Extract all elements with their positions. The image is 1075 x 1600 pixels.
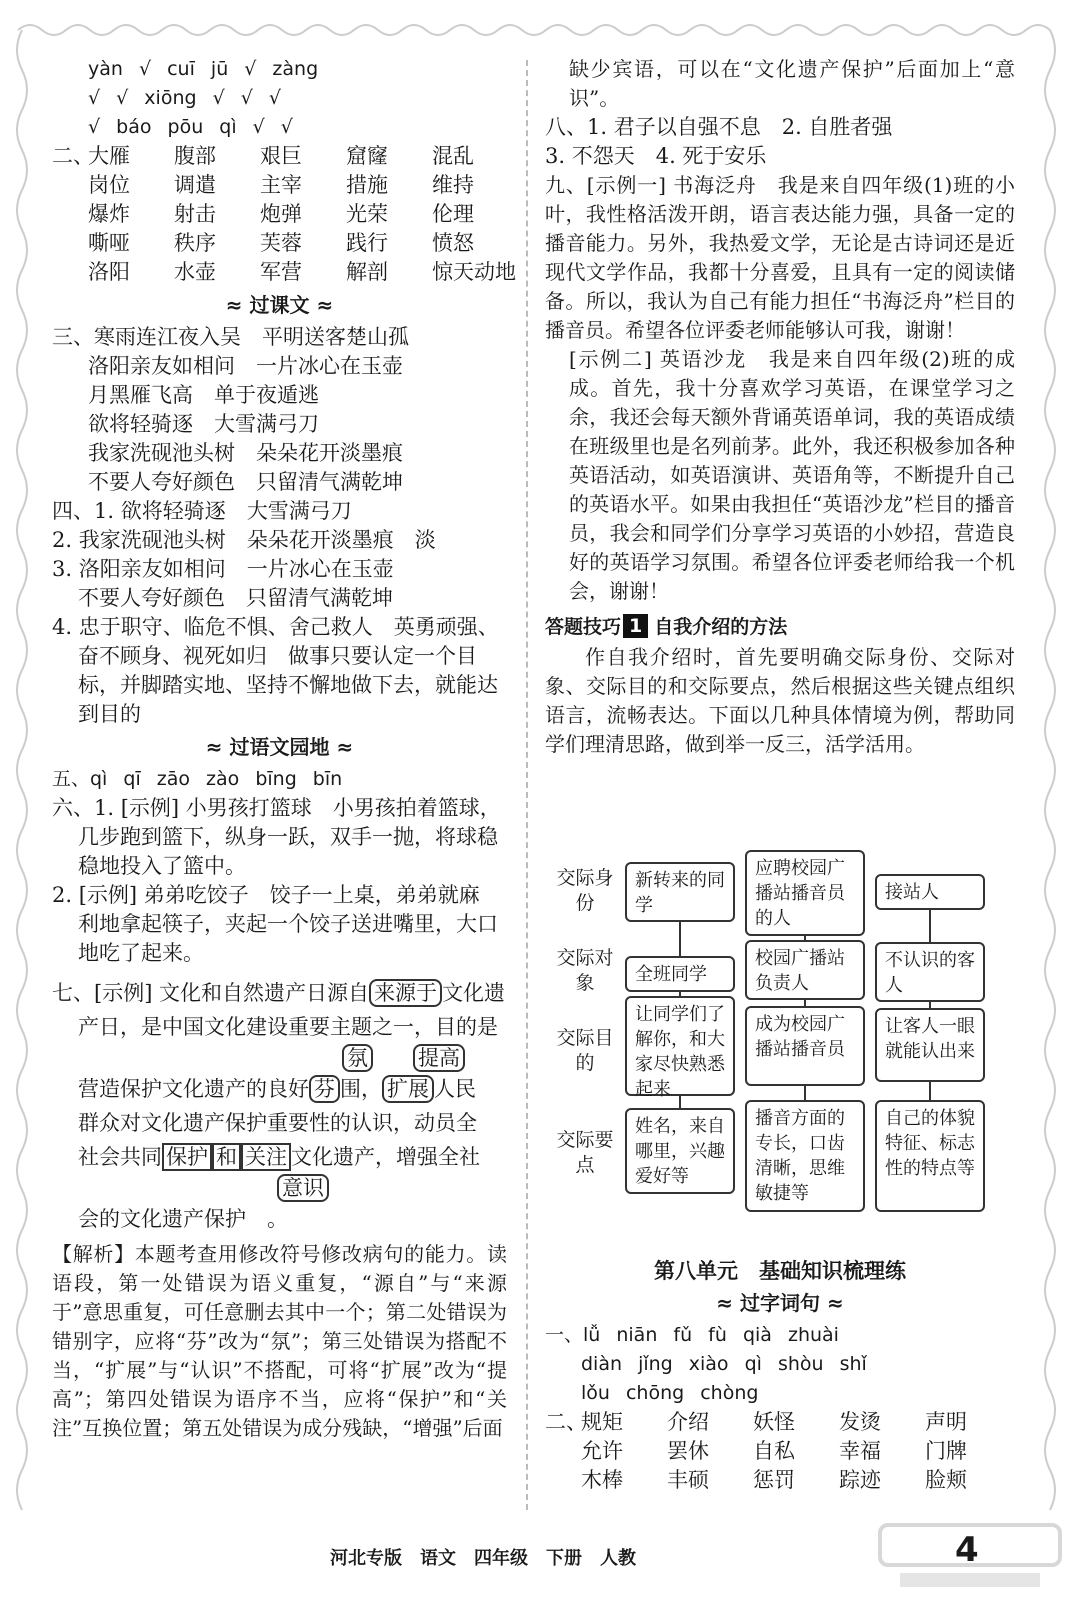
answer-line: 四、1. 欲将轻骑逐 大雪满弓刀 — [52, 499, 352, 523]
edit-swap-mark: 保护 — [162, 1143, 212, 1171]
pinyin-line: lǒu chōng chòng — [581, 1382, 759, 1404]
diagram-cell: 姓名，来自哪里，兴趣爱好等 — [625, 1108, 735, 1194]
diagram-cell: 让同学们了解你，和大家尽快熟悉起来 — [625, 996, 735, 1096]
tip-number-badge: 1 — [623, 614, 648, 638]
diagram-cell: 播音方面的专长，口齿清晰，思维敏捷等 — [745, 1100, 865, 1212]
edit-swap-mark: 和 — [212, 1143, 241, 1171]
pinyin-line-2: √ √ xiōng √ √ √ — [88, 87, 281, 109]
word-row: 爆炸 射击 炮弹 光荣 伦理 — [88, 202, 474, 226]
poem-line: 洛阳亲友如相问 一片冰心在玉壶 — [88, 354, 403, 378]
edit-swap-mark: 关注 — [241, 1143, 291, 1171]
answer-line: 不要人夸好颜色 只留清气满乾坤 — [78, 586, 393, 610]
diagram-cell: 成为校园广播站播音员 — [745, 1006, 865, 1086]
answer-line: 4. 忠于职守、临危不惧、舍己救人 英勇顽强、 — [52, 615, 499, 639]
tip-label: 答题技巧 — [545, 616, 622, 638]
unit-title: 第八单元 基础知识梳理练 — [654, 1259, 906, 1283]
poem-line: 不要人夸好颜色 只留清气满乾坤 — [88, 470, 403, 494]
answer-line: 奋不顾身、视死如归 做事只要认定一个目 — [78, 644, 477, 668]
analysis-continuation: 缺少宾语，可以在“文化遗产保护”后面加上“意识”。 — [569, 57, 1015, 110]
answer-line: 2. [示例] 弟弟吃饺子 饺子一上桌，弟弟就麻 — [52, 883, 480, 907]
edit-line-3: 营造保护文化遗产的良好 芬 围， 扩展 人民 — [78, 1077, 476, 1101]
page-footer: 河北专版 语文 四年级 下册 人教 — [330, 1548, 636, 1569]
diagram-cell: 不认识的客人 — [875, 942, 985, 1002]
diagram-cell: 校园广播站负责人 — [745, 940, 865, 1000]
watermark-logo — [870, 1515, 1070, 1595]
page-number: 4 — [955, 1530, 979, 1570]
word-row: 二、规矩 介绍 妖怪 发烫 声明 — [545, 1410, 967, 1434]
edit-line-2: 产日，是中国文化建设重要主题之一，目的是 — [78, 1015, 498, 1039]
answer-line: 3. 洛阳亲友如相问 一片冰心在玉壶 — [52, 557, 394, 581]
edit-replace-mark: 扩展 — [382, 1075, 434, 1103]
pinyin-line: diàn jǐng xiào qì shòu shǐ — [581, 1353, 867, 1375]
poem-line: 月黑雁飞高 单于夜遁逃 — [88, 383, 319, 407]
answer-line: 稳地投入了篮中。 — [78, 854, 246, 878]
diagram-cell: 新转来的同学 — [625, 862, 735, 922]
pinyin-line-1: yàn √ cuī jū √ zàng — [88, 58, 319, 80]
diagram-row-label: 交际对象 — [556, 947, 614, 994]
edit-line-6: 会的文化遗产保护 。 — [78, 1207, 288, 1231]
edit-line-1: 七、[示例] 文化和自然遗产日源自 来源于 文化遗 — [52, 981, 506, 1005]
edit-insert-row — [52, 1174, 507, 1202]
edit-insert-mark: 意识 — [277, 1174, 329, 1202]
self-intro-example-2: [示例二] 英语沙龙 我是来自四年级(2)班的成成。首先，我十分喜欢学习英语，在课堂学习之余，我还会每天额外背诵英语单词，我的英语成绩在班级里也是名列前茅。此外，我还积极参加各种英语活动，如英语演讲、英语角等，不断提升自己的英语水平。如果由我担任“英语沙龙”栏目的播音员，我会和同学们分享学习英语的小妙招，营造良好的英语学习氛围。希望各位评委老师给我一个机会，谢谢！ — [569, 347, 1015, 603]
communication-diagram — [555, 848, 1015, 1228]
word-row: 允许 罢休 自私 幸福 门牌 — [581, 1439, 967, 1463]
pinyin-line: 一、lǚ niān fǔ fù qià zhuài — [545, 1324, 839, 1346]
diagram-cell: 自己的体貌特征、标志性的特点等 — [875, 1100, 985, 1212]
answer-line: 标，并脚踏实地、坚持不懈地做下去，就能达 — [78, 673, 498, 697]
poem-line: 三、寒雨连江夜入吴 平明送客楚山孤 — [52, 325, 409, 349]
section-heading-garden: ≈ 过语文园地 ≈ — [205, 735, 354, 759]
pinyin-answer-5: 五、qì qī zāo zào bīng bīn — [52, 768, 343, 790]
word-row: 洛阳 水壶 军营 解剖 惊天动地 — [88, 260, 516, 284]
edit-insert-row — [52, 1044, 507, 1072]
word-row: 嘶哑 秩序 芙蓉 践行 愤怒 — [88, 231, 474, 255]
diagram-cell: 应聘校园广播站播音员的人 — [745, 850, 865, 936]
self-intro-example-1: 九、[示例一] 书海泛舟 我是来自四年级(1)班的小叶，我性格活泼开朗，语言表达能力强，具备一定的播音能力。另外，我热爱文学，无论是古诗词还是近现代文学作品，我都十分喜爱，且具有一定的阅读储备。所以，我认为自己有能力担任“书海泛舟”栏目的播音员。希望各位评委老师能够认可我，谢谢！ — [545, 173, 1015, 342]
word-row: 二、大雁 腹部 艰巨 窟窿 混乱 — [52, 144, 474, 168]
answer-line: 3. 不怨天 4. 死于安乐 — [545, 144, 767, 168]
left-column — [52, 55, 516, 1443]
tip-header — [545, 612, 1015, 639]
edit-correction-mark: 提高 — [413, 1044, 465, 1072]
edit-line-5: 社会共同 保护 和 关注 文化遗产，增强全社 — [78, 1145, 480, 1169]
word-list-section-2 — [52, 142, 516, 287]
tip-title: 自我介绍的方法 — [654, 616, 788, 638]
pinyin-line-3: √ báo pōu qì √ √ — [88, 116, 293, 138]
column-divider — [526, 60, 528, 1510]
answer-line: 八、1. 君子以自强不息 2. 自胜者强 — [545, 115, 893, 139]
poem-line: 我家洗砚池头树 朵朵花开淡墨痕 — [88, 441, 403, 465]
answer-line: 利地拿起筷子，夹起一个饺子送进嘴里，大口 — [78, 912, 498, 936]
poem-line: 欲将轻骑逐 大雪满弓刀 — [88, 412, 319, 436]
diagram-row-label: 交际要点 — [556, 1129, 614, 1176]
answer-line: 到目的 — [78, 702, 141, 726]
word-row: 木棒 丰硕 惩罚 踪迹 脸颊 — [581, 1468, 967, 1492]
answer-line: 2. 我家洗砚池头树 朵朵花开淡墨痕 淡 — [52, 528, 436, 552]
edit-correction-mark: 氛 — [342, 1044, 373, 1072]
edit-delete-mark: 来源于 — [369, 979, 442, 1007]
diagram-cell: 接站人 — [875, 874, 985, 910]
diagram-cell: 全班同学 — [625, 956, 735, 992]
answer-line: 六、1. [示例] 小男孩打篮球 小男孩拍着篮球， — [52, 796, 501, 820]
edit-line-4: 群众对文化遗产保护重要性的认识，动员全 — [78, 1111, 477, 1135]
editing-exercise-7 — [52, 976, 507, 1236]
word-row: 岗位 调遣 主宰 措施 维持 — [88, 173, 474, 197]
unit-8-section — [545, 1255, 1015, 1495]
answer-line: 几步跑到篮下，纵身一跃，双手一抛，将球稳 — [78, 825, 498, 849]
tip-text: 作自我介绍时，首先要明确交际身份、交际对象、交际目的和交际要点，然后根据这些关键点组织语言，流畅表达。下面以几种具体情境为例，帮助同学们理清思路，做到举一反三，活学活用。 — [545, 645, 1015, 756]
section-heading-words: ≈ 过字词句 ≈ — [716, 1291, 844, 1315]
section-heading-lesson: ≈ 过课文 ≈ — [225, 293, 334, 317]
diagram-cell: 让客人一眼就能认出来 — [875, 1008, 985, 1082]
analysis-text: 【解析】本题考查用修改符号修改病句的能力。读语段，第一处错误为语义重复，“源自”与“来源于”意思重复，可任意删去其中一个；第二处错误为错别字，应将“芬”改为“氛”；第三处错误为搭配不当，“扩展”与“认识”不搭配，可将“扩展”改为“提高”；第四处错误为语序不当，应将“保护”和“关注”互换位置；第五处错误为成分残缺，“增强”后面 — [52, 1242, 507, 1440]
answer-line: 地吃了起来。 — [78, 941, 204, 965]
edit-typo-mark: 芬 — [309, 1075, 340, 1103]
diagram-row-label: 交际身份 — [556, 867, 614, 914]
right-column — [545, 55, 1015, 759]
diagram-row-label: 交际目的 — [556, 1027, 614, 1074]
